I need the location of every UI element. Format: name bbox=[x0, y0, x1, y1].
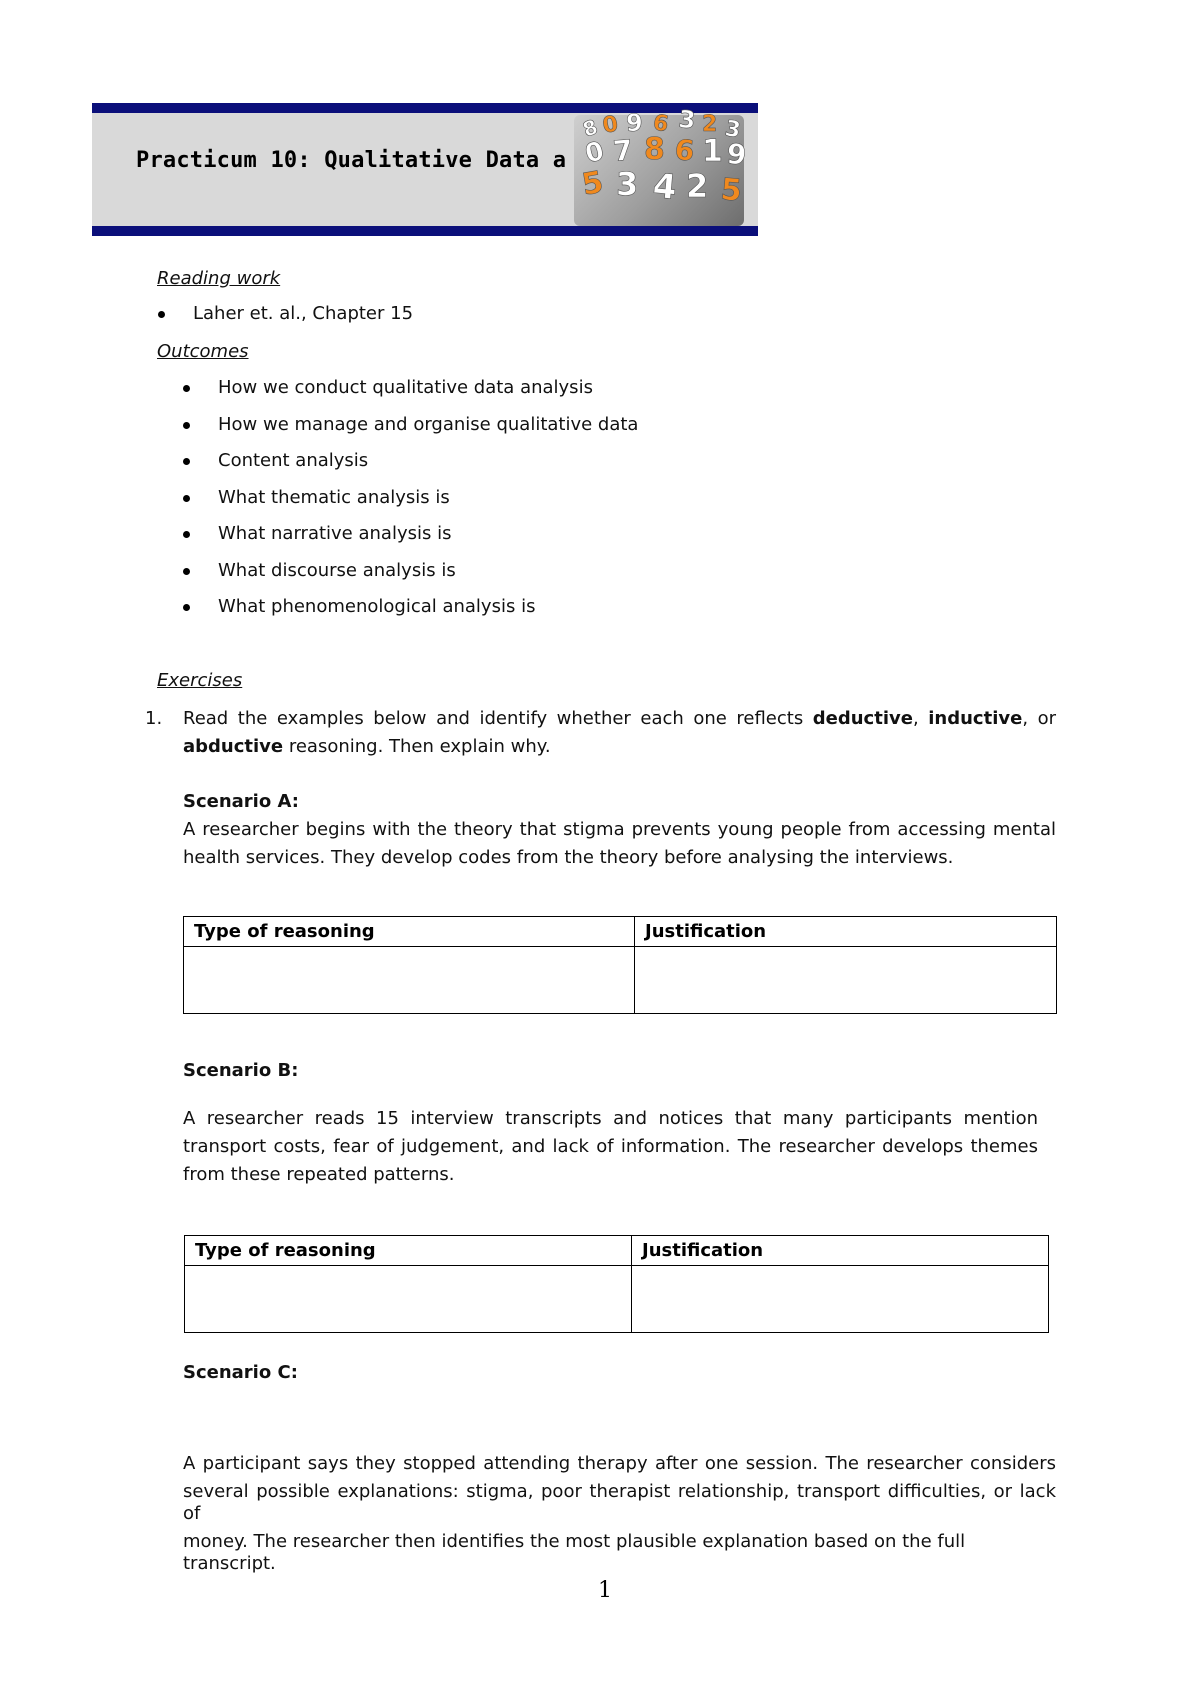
bullet-icon bbox=[183, 495, 190, 502]
justification-answer-cell[interactable] bbox=[632, 1266, 1049, 1333]
reasoning-table-a bbox=[183, 916, 1057, 1014]
table-header-type: Type of reasoning bbox=[185, 1236, 632, 1266]
outcome-item: Content analysis bbox=[218, 450, 369, 471]
scenario-line: several possible explanations: stigma, poor therapist relationship, transport difficulties, or lack of bbox=[183, 1481, 1056, 1524]
digit-glyph: 5 bbox=[719, 172, 744, 209]
bullet-icon bbox=[183, 604, 190, 611]
table-header-justification: Justification bbox=[632, 1236, 1049, 1266]
digit-glyph: 8 bbox=[644, 132, 665, 167]
digit-glyph: 1 bbox=[702, 134, 723, 169]
digit-glyph: 8 bbox=[579, 114, 601, 142]
header-banner bbox=[92, 103, 758, 236]
digit-glyph: 9 bbox=[725, 137, 748, 172]
table-row bbox=[184, 947, 1057, 1014]
question-text bbox=[183, 708, 1056, 730]
reading-item: Laher et. al., Chapter 15 bbox=[193, 303, 414, 324]
outcome-item: What discourse analysis is bbox=[218, 560, 456, 581]
table-header-row bbox=[184, 917, 1057, 947]
outcome-item: How we manage and organise qualitative data bbox=[218, 414, 639, 435]
digit-glyph: 6 bbox=[673, 133, 696, 168]
document-title: Practicum 10: Qualitative Data a bbox=[136, 148, 567, 173]
question-sep: , bbox=[912, 708, 929, 729]
table-header-justification: Justification bbox=[635, 917, 1057, 947]
digit-glyph: 6 bbox=[650, 110, 671, 138]
reasoning-table-b bbox=[184, 1235, 1049, 1333]
bullet-icon bbox=[183, 458, 190, 465]
question-number: 1. bbox=[145, 708, 163, 729]
numbers-graphic-icon bbox=[574, 105, 748, 226]
question-text-part: Read the examples below and identify whether each one reflects bbox=[183, 708, 813, 729]
table-header-type: Type of reasoning bbox=[184, 917, 635, 947]
scenario-line: from these repeated patterns. bbox=[183, 1164, 455, 1185]
keyword-deductive: deductive bbox=[812, 708, 913, 729]
page-number: 1 bbox=[598, 1578, 612, 1603]
digit-glyph: 0 bbox=[582, 136, 608, 170]
keyword-inductive: inductive bbox=[928, 708, 1023, 729]
digit-glyph: 9 bbox=[626, 109, 643, 137]
digit-glyph: 0 bbox=[600, 111, 621, 139]
scenario-b-title: Scenario B: bbox=[183, 1060, 299, 1081]
bullet-icon bbox=[183, 422, 190, 429]
bullet-icon bbox=[158, 311, 165, 318]
question-text-line2 bbox=[183, 736, 551, 758]
scenario-line: transport costs, fear of judgement, and lack of information. The researcher develops themes bbox=[183, 1136, 1038, 1157]
type-answer-cell[interactable] bbox=[185, 1266, 632, 1333]
bullet-icon bbox=[183, 385, 190, 392]
digit-glyph: 3 bbox=[677, 105, 697, 135]
outcome-item: How we conduct qualitative data analysis bbox=[218, 377, 593, 398]
digit-glyph: 2 bbox=[702, 112, 718, 137]
keyword-abductive: abductive bbox=[183, 736, 284, 757]
outcomes-heading: Outcomes bbox=[157, 341, 249, 362]
digit-glyph: 2 bbox=[686, 167, 709, 205]
scenario-line: A researcher begins with the theory that stigma prevents young people from accessing mental bbox=[183, 819, 1056, 840]
question-sep: , or bbox=[1022, 708, 1056, 729]
scenario-a-text bbox=[183, 819, 1056, 869]
type-answer-cell[interactable] bbox=[184, 947, 635, 1014]
digit-glyph: 3 bbox=[722, 116, 743, 144]
numbers-graphic bbox=[574, 105, 748, 226]
scenario-b-text bbox=[183, 1108, 1038, 1186]
scenario-c-title: Scenario C: bbox=[183, 1362, 298, 1383]
scenario-line: A participant says they stopped attending therapy after one session. The researcher considers bbox=[183, 1453, 1056, 1474]
outcome-item: What thematic analysis is bbox=[218, 487, 450, 508]
bullet-icon bbox=[183, 568, 190, 575]
scenario-line: money. The researcher then identifies the most plausible explanation based on the full transcript. bbox=[183, 1531, 966, 1574]
table-row bbox=[185, 1266, 1049, 1333]
scenario-line: A researcher reads 15 interview transcripts and notices that many participants mention bbox=[183, 1108, 1038, 1129]
scenario-c-text bbox=[183, 1453, 1056, 1575]
reading-heading: Reading work bbox=[157, 268, 281, 289]
exercises-heading: Exercises bbox=[157, 670, 243, 691]
digit-glyph: 4 bbox=[651, 166, 679, 209]
outcome-item: What narrative analysis is bbox=[218, 523, 452, 544]
scenario-a-title: Scenario A: bbox=[183, 791, 299, 812]
question-text-part: reasoning. Then explain why. bbox=[283, 736, 551, 757]
bullet-icon bbox=[183, 531, 190, 538]
digit-glyph: 7 bbox=[611, 133, 635, 168]
justification-answer-cell[interactable] bbox=[635, 947, 1057, 1014]
outcome-item: What phenomenological analysis is bbox=[218, 596, 536, 617]
digit-glyph: 5 bbox=[579, 164, 606, 203]
table-header-row bbox=[185, 1236, 1049, 1266]
scenario-line: health services. They develop codes from the theory before analysing the interviews. bbox=[183, 847, 954, 868]
digit-glyph: 3 bbox=[616, 165, 639, 203]
